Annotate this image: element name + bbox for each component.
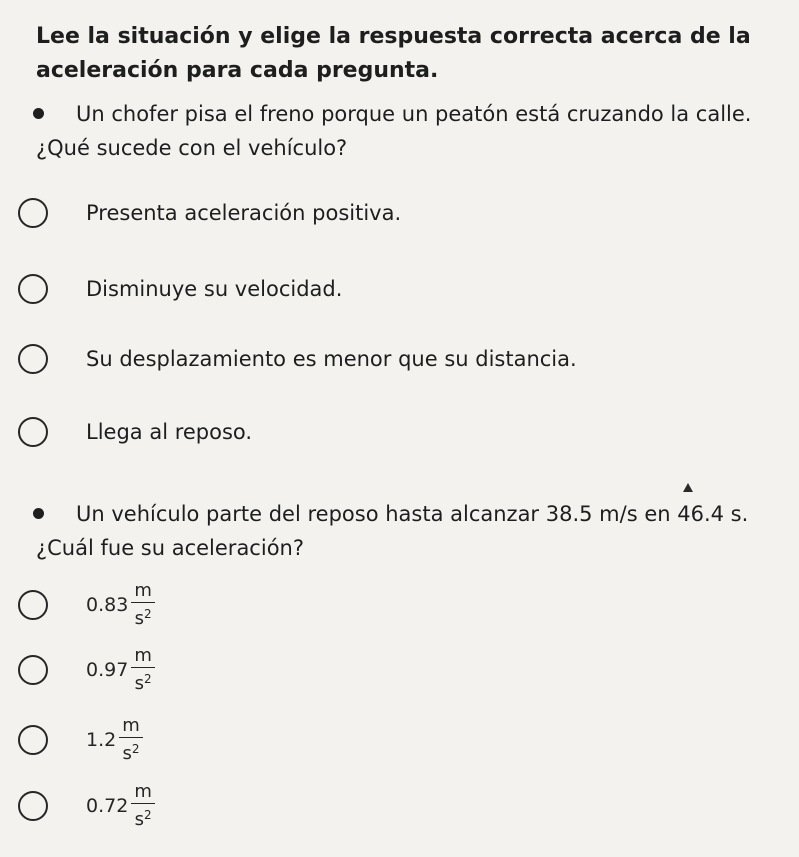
question-2-text: Un vehículo parte del reposo hasta alcanzar 38.5 m/s en 46.4 s. ¿Cuál fue su aceleración?: [36, 502, 749, 560]
unit-fraction: [131, 581, 155, 629]
radio-button[interactable]: [18, 344, 48, 374]
unit-denominator: $s^2$: [134, 808, 152, 830]
question-2-option-3[interactable]: [18, 715, 143, 764]
unit-fraction: [131, 646, 155, 694]
unit-denominator: $s^2$: [134, 672, 152, 694]
question-1: [36, 97, 796, 165]
answer-value: [86, 782, 155, 830]
unit-numerator: m: [134, 781, 152, 802]
option-label: Disminuye su velocidad.: [86, 277, 343, 301]
answer-value: [86, 581, 155, 629]
unit-denominator: $s^2$: [122, 742, 140, 764]
answer-value: [86, 646, 155, 694]
answer-value: [86, 716, 143, 764]
bullet-icon: [33, 108, 44, 119]
unit-fraction: [131, 782, 155, 830]
question-1-option-2[interactable]: [18, 269, 342, 309]
answer-number: 0.83: [86, 594, 129, 616]
bullet-icon: [33, 508, 44, 519]
question-1-option-1[interactable]: [18, 193, 401, 233]
mouse-cursor-icon: [683, 483, 693, 492]
question-2-option-1[interactable]: [18, 580, 155, 629]
question-1-option-4[interactable]: [18, 412, 252, 452]
unit-numerator: m: [134, 580, 152, 601]
option-label: Presenta aceleración positiva.: [86, 201, 402, 225]
radio-button[interactable]: [18, 274, 48, 304]
radio-button[interactable]: [18, 198, 48, 228]
radio-button[interactable]: [18, 655, 48, 685]
unit-numerator: m: [134, 645, 152, 666]
instructions-text: Lee la situación y elige la respuesta correcta acerca de la aceleración para cada pregunta.: [36, 24, 751, 83]
radio-button[interactable]: [18, 725, 48, 755]
radio-button[interactable]: [18, 791, 48, 821]
answer-number: 1.2: [86, 729, 117, 751]
unit-denominator: $s^2$: [134, 607, 152, 629]
option-label: Su desplazamiento es menor que su distancia.: [86, 347, 577, 371]
unit-numerator: m: [122, 715, 140, 736]
question-1-option-3[interactable]: [18, 339, 577, 379]
radio-button[interactable]: [18, 590, 48, 620]
question-2-option-4[interactable]: [18, 781, 155, 830]
question-2: [36, 497, 796, 565]
answer-number: 0.97: [86, 659, 129, 681]
answer-number: 0.72: [86, 795, 129, 817]
question-1-text: Un chofer pisa el freno porque un peatón está cruzando la calle. ¿Qué sucede con el vehículo?: [36, 102, 752, 160]
radio-button[interactable]: [18, 417, 48, 447]
unit-fraction: [119, 716, 143, 764]
option-label: Llega al reposo.: [86, 420, 253, 444]
question-2-option-2[interactable]: [18, 645, 155, 694]
